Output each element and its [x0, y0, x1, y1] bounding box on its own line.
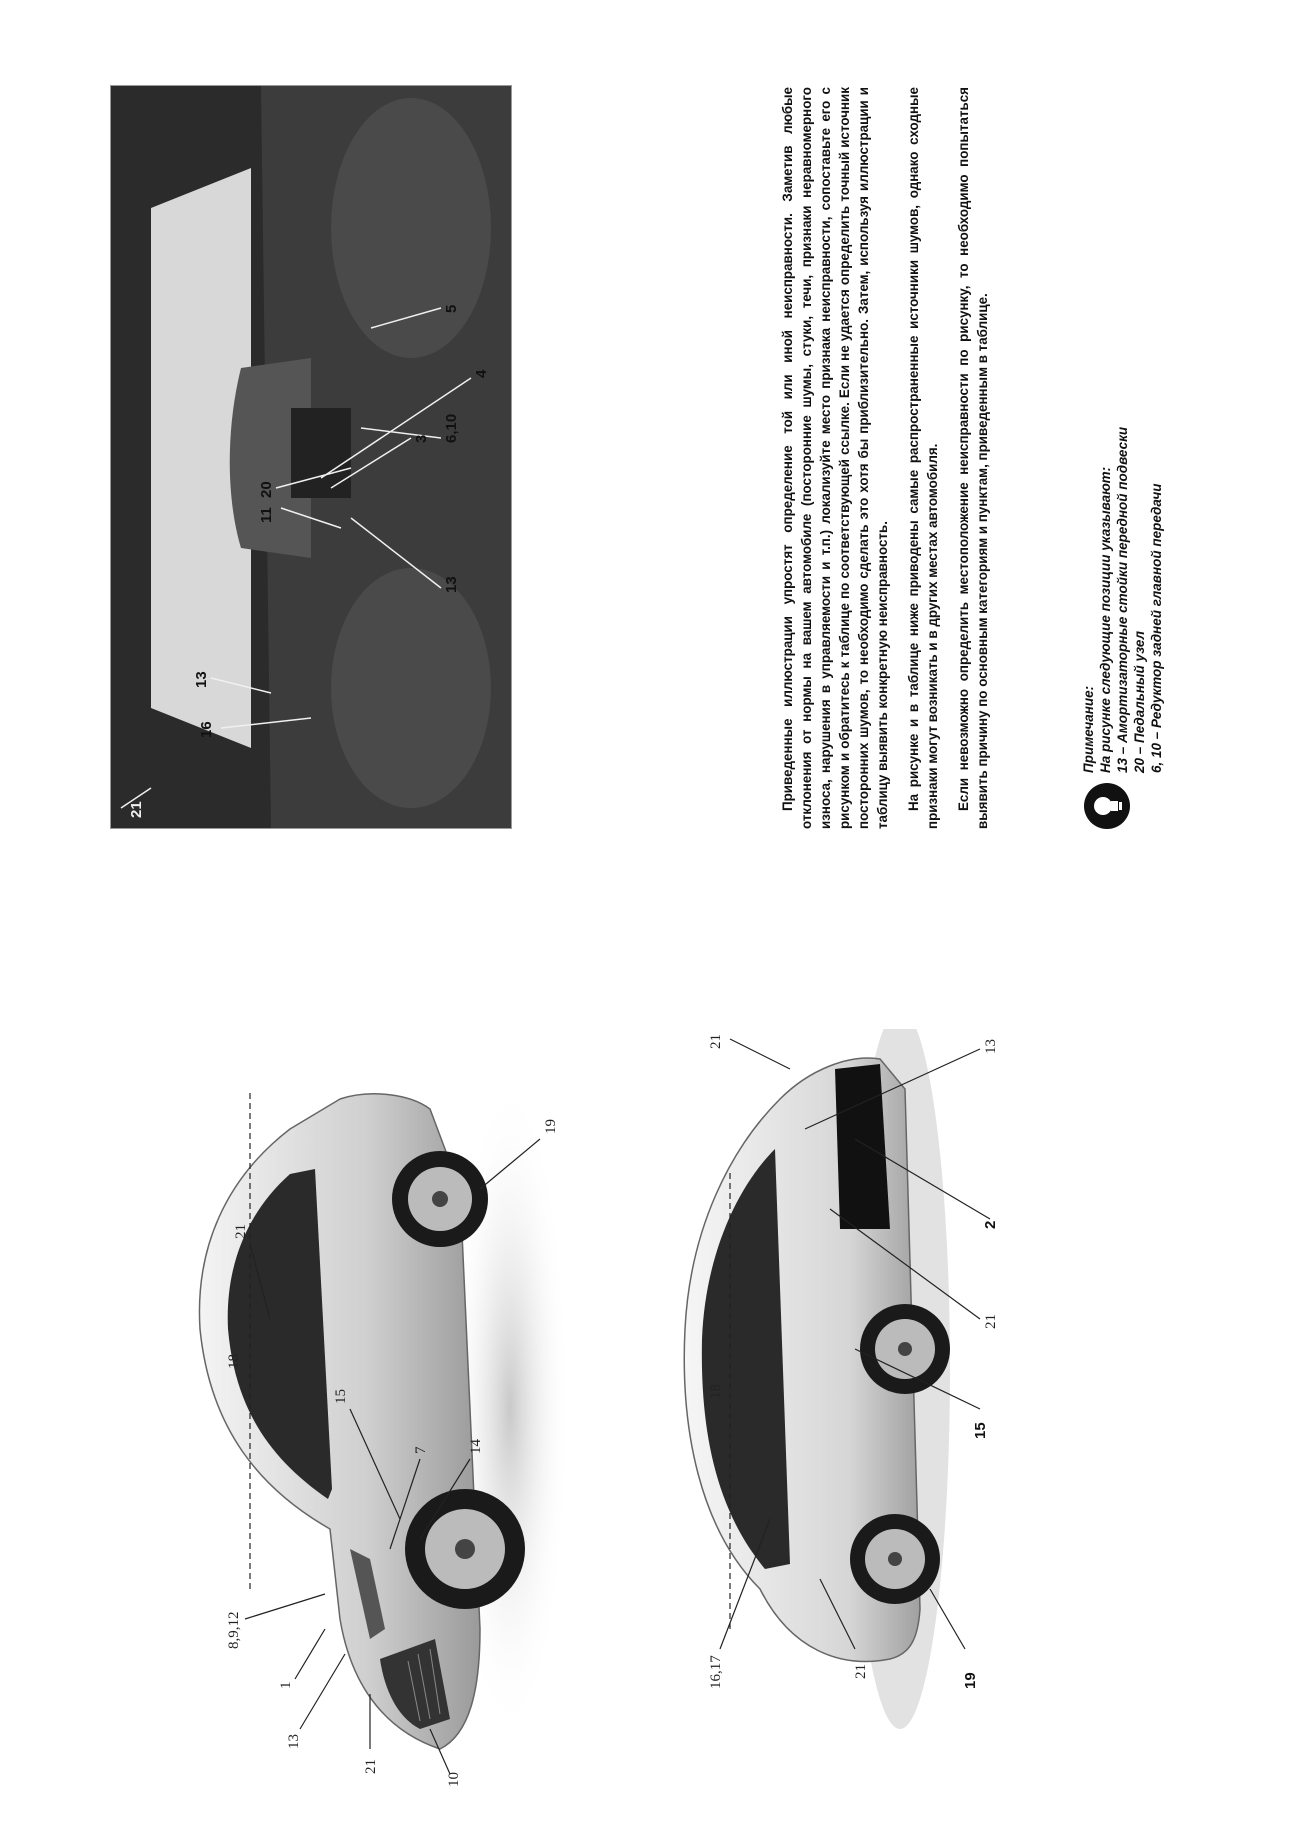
interior-label-13a: 13	[193, 671, 210, 688]
rear-label-18: 18	[708, 1384, 724, 1399]
rear-label-21a: 21	[853, 1664, 869, 1679]
paragraph-3: Если невозможно определить местоположение неисправности по рисунку, то необходимо попытаться выявить причину по основным категориям и пунктам, приведенным в таблице.	[956, 87, 990, 829]
interior-label-5: 5	[443, 304, 460, 313]
interior-label-13b: 13	[443, 576, 460, 593]
note-item: 20 – Педальный узел	[1132, 631, 1147, 773]
rear-label-13: 13	[983, 1039, 999, 1054]
front-label-10: 10	[446, 1772, 462, 1787]
note-text	[1080, 233, 1165, 773]
note-title: Примечание:	[1081, 685, 1096, 773]
note-intro: На рисунке следующие позиции указывают:	[1098, 466, 1113, 773]
front-label-14: 14	[468, 1439, 484, 1454]
interior-label-11: 11	[258, 507, 275, 523]
note-item: 13 – Амортизаторные стойки передной подвески	[1115, 426, 1130, 773]
front-wheel	[405, 1489, 525, 1609]
interior-label-16: 16	[198, 721, 215, 738]
interior-label-4: 4	[473, 369, 490, 378]
interior-label-3: 3	[413, 434, 430, 443]
rear-label-1617: 16,17	[708, 1655, 724, 1689]
front-label-21b: 21	[233, 1224, 249, 1239]
front-label-19: 19	[543, 1119, 559, 1134]
rear-front-wheel	[850, 1514, 940, 1604]
lightbulb-icon	[1084, 783, 1130, 829]
paragraph-1: Приведенные иллюстрации упростят определение той или иной неисправности. Заметив любые отклонения от нормы на вашем автомобиле (посторонние шумы, стуки, течи, признаки неравномерного износа, нарушения в управляемости и т.п.) локализуйте место признака неисправности, сопоставьте его с рисунком и обратитесь к таблице по соответствующей ссылке. Если не удается определить точный источник посторонних шумов, то необходимо сделать это хотя бы приблизительно. Затем, используя иллюстрации и таблицу выявить конкретную неисправность.	[780, 87, 890, 829]
front-label-21a: 21	[363, 1759, 379, 1774]
interior-photo	[110, 85, 512, 829]
front-car-illustration	[40, 1069, 600, 1789]
rear-label-2: 2	[982, 1220, 999, 1229]
rear-label-15: 15	[972, 1422, 989, 1439]
front-label-13: 13	[286, 1734, 302, 1749]
front-label-1: 1	[278, 1681, 294, 1689]
instructions-text	[778, 87, 1078, 829]
note-block	[1080, 229, 1180, 829]
note-item: 6, 10 – Редуктор задней главной передачи	[1149, 483, 1164, 773]
interior-label-20: 20	[258, 481, 275, 498]
paragraph-2: На рисунке и в таблице ниже приводены самые распространенные источники шумов, однако сходные признаки могут возникать и в других местах автомобиля.	[906, 87, 940, 829]
front-label-8912: 8,9,12	[226, 1611, 242, 1649]
interior-label-21: 21	[128, 801, 145, 818]
rear-label-21c: 21	[708, 1034, 724, 1049]
interior-label-610: 6,10	[443, 413, 460, 443]
rear-car-illustration	[640, 1029, 1000, 1789]
rear-label-19: 19	[962, 1672, 979, 1689]
front-label-15: 15	[333, 1389, 349, 1404]
rear-wheel	[392, 1151, 488, 1247]
front-label-18: 18	[226, 1354, 242, 1369]
front-label-7: 7	[413, 1446, 429, 1454]
rear-rear-wheel	[860, 1304, 950, 1394]
rear-label-21b: 21	[983, 1314, 999, 1329]
